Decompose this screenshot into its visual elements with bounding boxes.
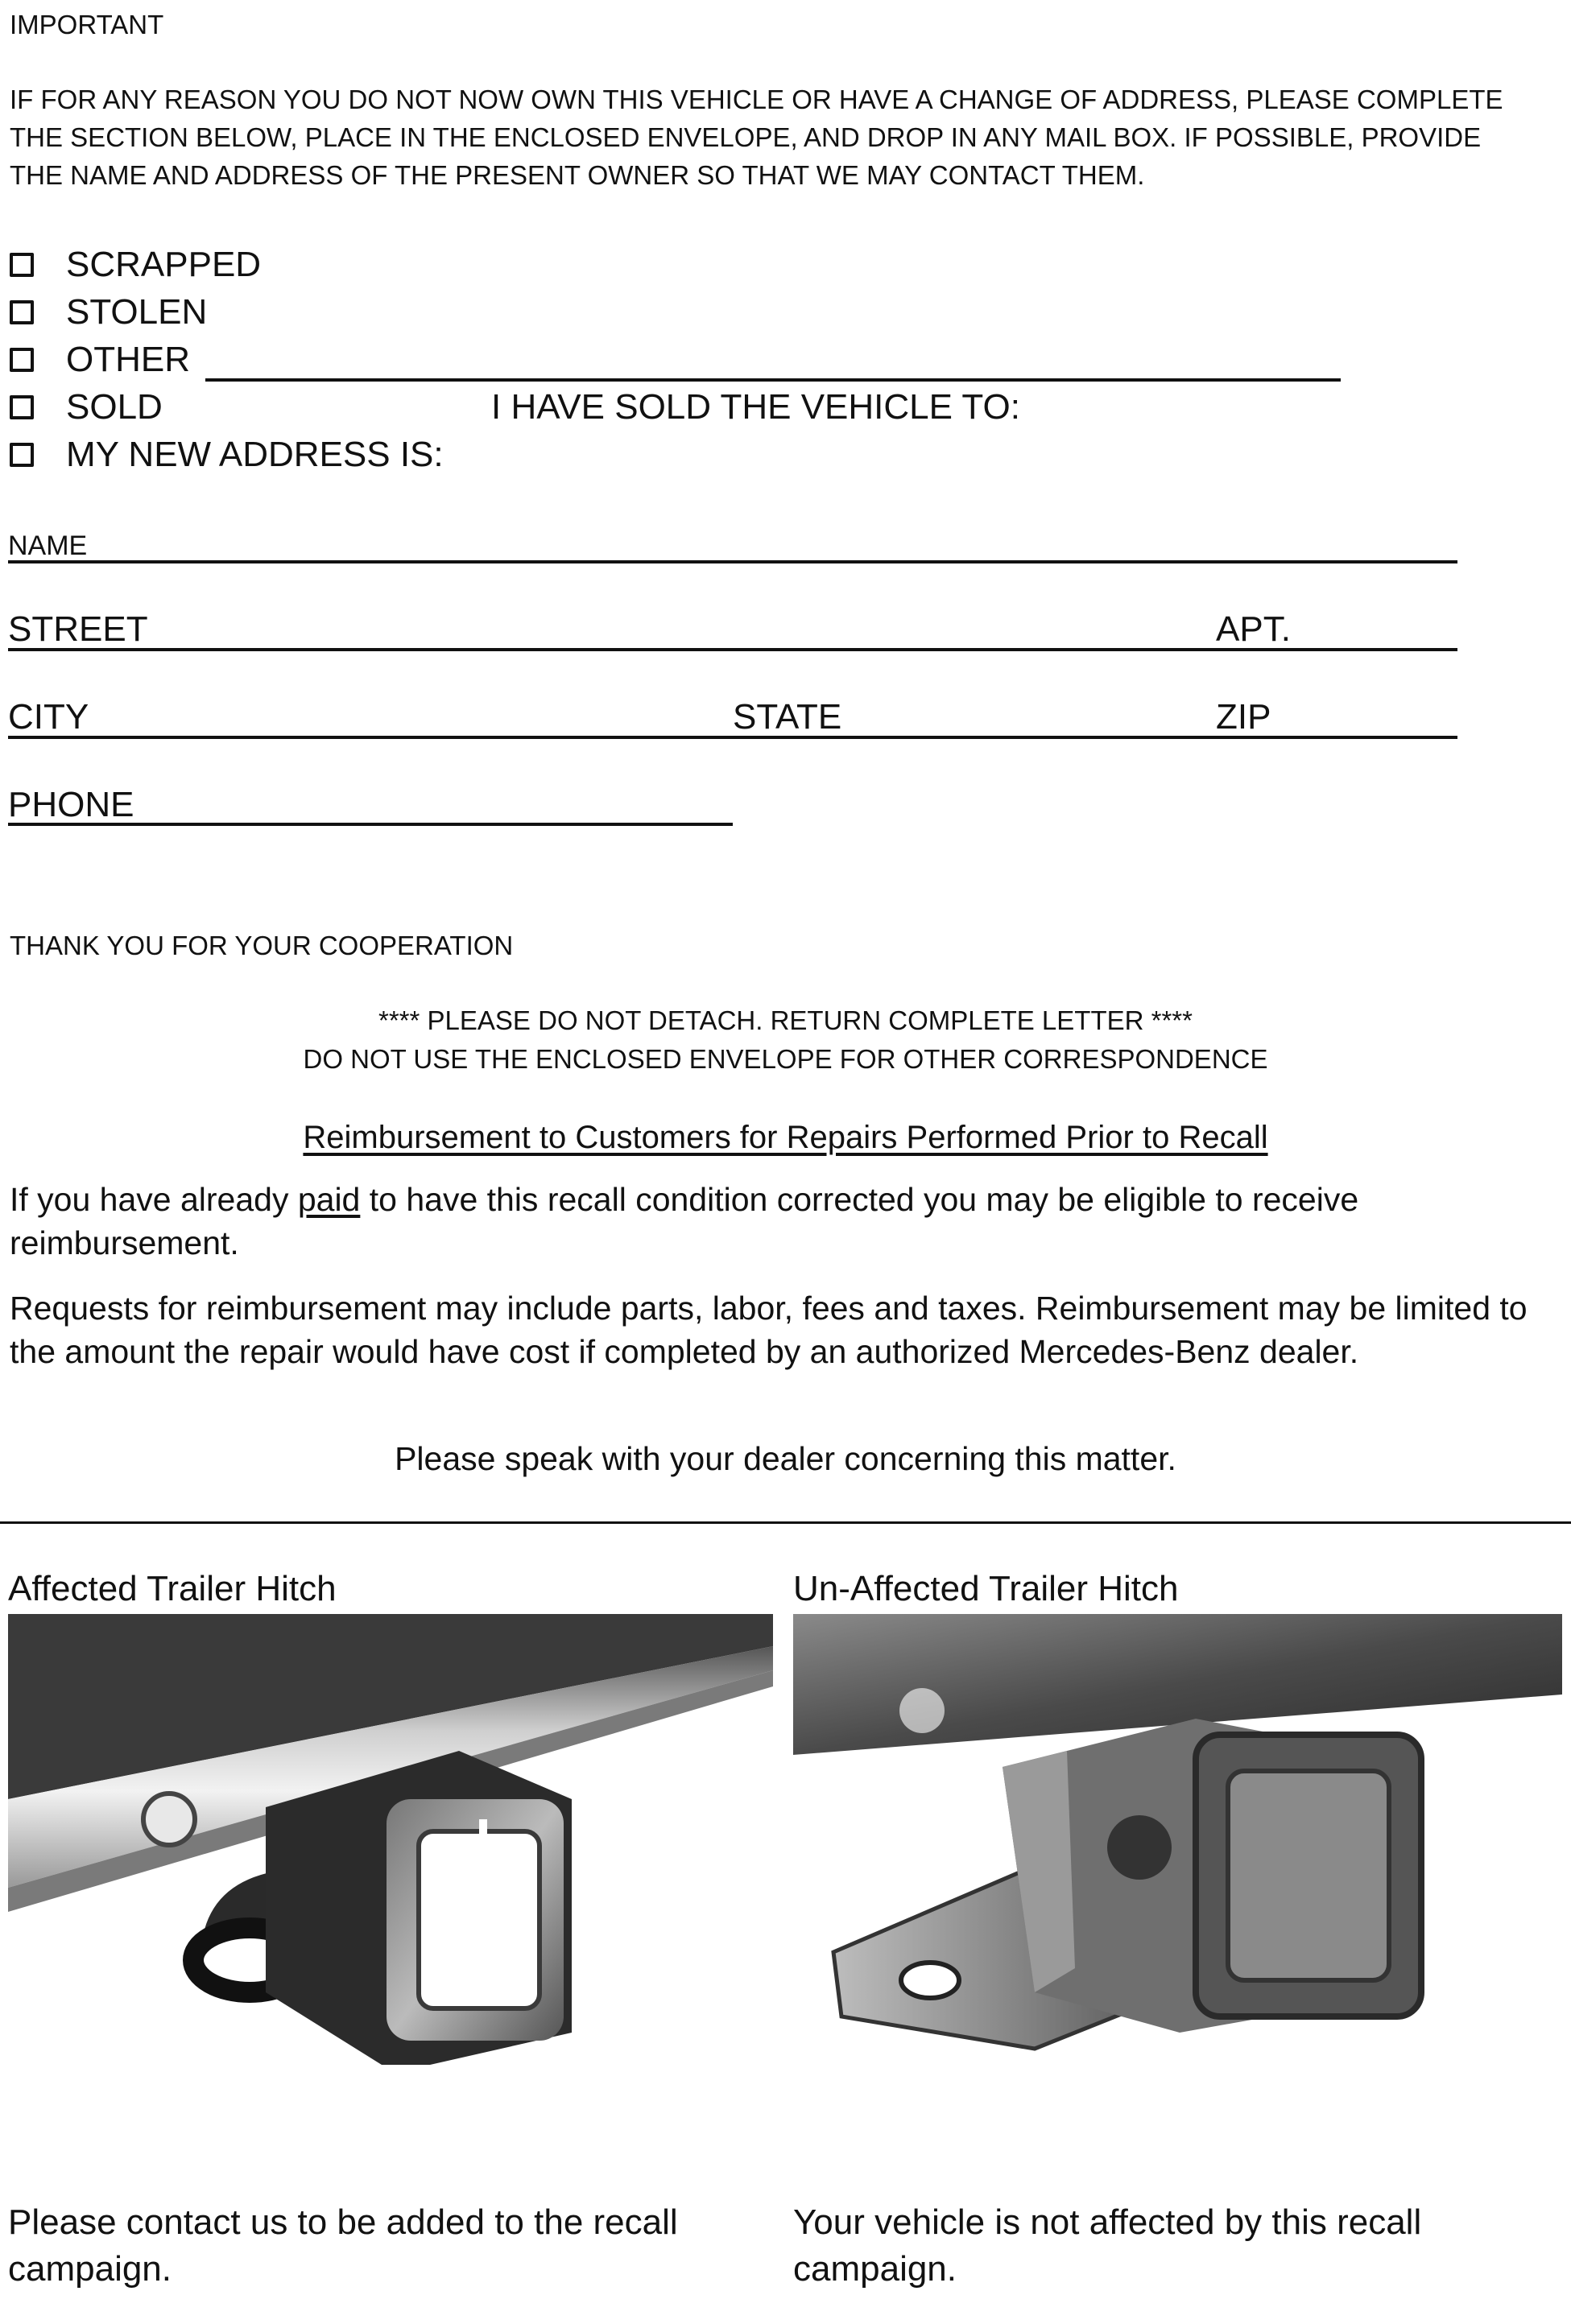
checkbox-icon[interactable] (10, 443, 34, 467)
checkbox-icon[interactable] (10, 253, 34, 277)
option-new-address[interactable] (10, 431, 444, 478)
option-sold-label: SOLD (66, 387, 163, 427)
city-line[interactable] (8, 736, 1457, 739)
other-line[interactable] (205, 378, 1341, 382)
affected-caption: Please contact us to be added to the recall campaign. (8, 2202, 678, 2289)
reimbursement-paragraph-2: Requests for reimbursement may include parts, labor, fees and taxes. Reimbursement may be limited to the amount the repair would have cost if completed by an authorized Mercedes-Benz dealer. (10, 1290, 1528, 1370)
option-new-address-label: MY NEW ADDRESS IS: (66, 435, 444, 474)
phone-label: PHONE (8, 785, 134, 824)
option-scrapped-label: SCRAPPED (66, 245, 262, 284)
option-other[interactable] (10, 336, 190, 383)
state-label: STATE (733, 697, 842, 737)
p1-underlined: paid (297, 1181, 361, 1218)
reimbursement-title: Reimbursement to Customers for Repairs Performed Prior to Recall (303, 1120, 1268, 1155)
zip-label: ZIP (1216, 697, 1271, 737)
street-line[interactable] (8, 648, 1457, 651)
unaffected-hitch-illustration (793, 1614, 1562, 2065)
p1-after: to have this recall condition corrected you may be eligible to receive reimbursement. (10, 1181, 1359, 1261)
important-body: IF FOR ANY REASON YOU DO NOT NOW OWN THIS VEHICLE OR HAVE A CHANGE OF ADDRESS, PLEASE COMPLETE THE SECTION BELOW, PLACE IN THE ENCLOSED ENVELOPE, AND DROP IN ANY MAIL BOX. IF POSSIBLE, PROVIDE THE NAME AND ADDRESS OF THE PRESENT OWNER SO THAT WE MAY CONTACT THEM. (10, 85, 1503, 190)
affected-hitch-illustration (8, 1614, 773, 2065)
checkbox-icon[interactable] (10, 348, 34, 372)
affected-hitch-photo (8, 1614, 773, 2065)
option-stolen-label: STOLEN (66, 292, 208, 332)
section-divider (0, 1521, 1571, 1524)
unaffected-hitch-photo (793, 1614, 1562, 2065)
sold-to-label: I HAVE SOLD THE VEHICLE TO: (491, 387, 1020, 427)
affected-heading: Affected Trailer Hitch (8, 1569, 337, 1608)
reimbursement-paragraph-3: Please speak with your dealer concerning this matter. (395, 1440, 1176, 1477)
option-sold[interactable] (10, 384, 163, 431)
notice-line-1: **** PLEASE DO NOT DETACH. RETURN COMPLETE LETTER **** (378, 1005, 1193, 1035)
unaffected-heading: Un-Affected Trailer Hitch (793, 1569, 1179, 1608)
checkbox-icon[interactable] (10, 300, 34, 324)
option-stolen[interactable] (10, 289, 207, 336)
city-label: CITY (8, 697, 89, 737)
thanks-text: THANK YOU FOR YOUR COOPERATION (10, 931, 514, 960)
reimbursement-paragraph-1 (10, 1178, 1556, 1265)
apt-label: APT. (1216, 609, 1291, 649)
important-title: IMPORTANT (10, 10, 164, 39)
street-label: STREET (8, 609, 148, 649)
option-other-label: OTHER (66, 340, 190, 379)
name-line[interactable] (8, 560, 1457, 563)
p1-before: If you have already (10, 1181, 298, 1218)
phone-line[interactable] (8, 823, 733, 826)
option-scrapped[interactable] (10, 241, 261, 288)
notice-line-2: DO NOT USE THE ENCLOSED ENVELOPE FOR OTHER CORRESPONDENCE (303, 1044, 1268, 1074)
checkbox-icon[interactable] (10, 395, 34, 419)
unaffected-caption: Your vehicle is not affected by this recall campaign. (793, 2202, 1422, 2289)
name-label: NAME (8, 530, 88, 561)
